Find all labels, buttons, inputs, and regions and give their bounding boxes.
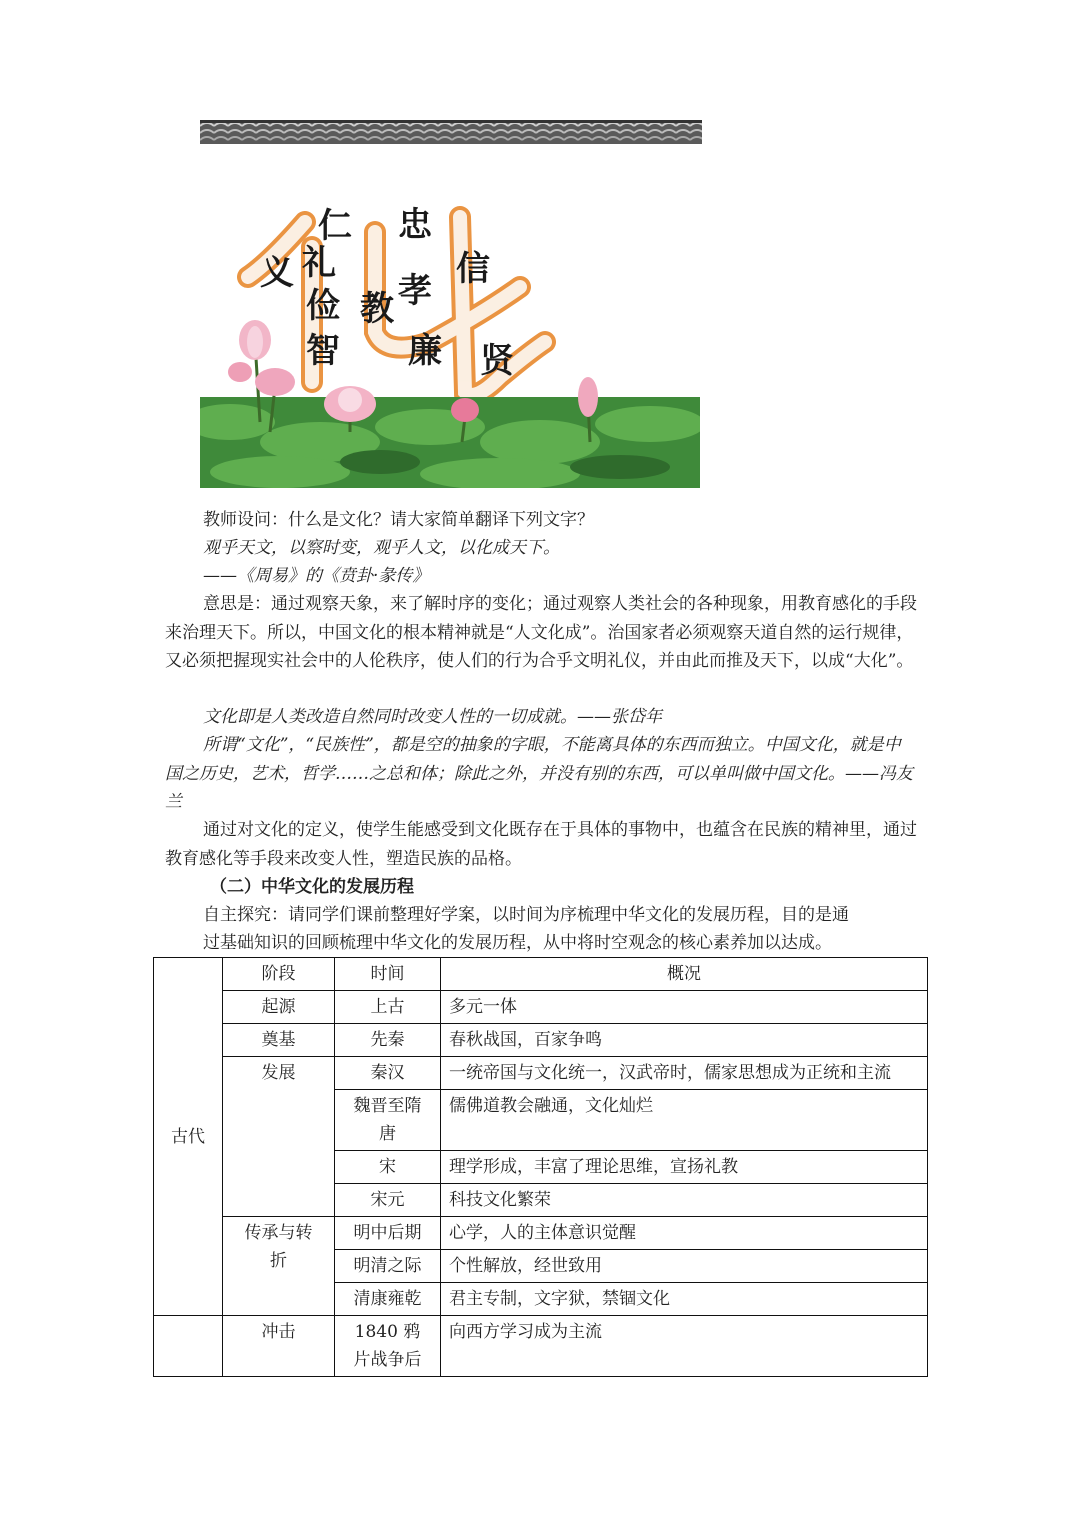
table-row	[154, 1316, 928, 1377]
stage-cell: 冲击	[223, 1316, 335, 1377]
feng-youlan-quote: 所谓“文化”，“民族性”，都是空的抽象的字眼，不能离具体的东西而独立。中国文化，就是中国之历史，艺术，哲学……之总和体；除此之外，并没有别的东西，可以单叫做中国文化。——冯友兰	[165, 735, 913, 812]
zhouyi-quote: 观乎天文，以察时变，观乎人文，以化成天下。	[203, 538, 560, 558]
header-stage: 阶段	[223, 958, 335, 991]
summary-paragraph: 通过对文化的定义，使学生能感受到文化既存在于具体的事物中，也蕴含在民族的精神里，通过教育感化等手段来改变人性，塑造民族的品格。	[165, 820, 917, 869]
time-cell: 先秦	[335, 1024, 441, 1057]
stage-cell: 起源	[223, 991, 335, 1024]
time-cell: 清康雍乾	[335, 1283, 441, 1316]
banner-char: 教	[360, 289, 394, 329]
time-cell: 魏晋至隋唐	[335, 1090, 441, 1151]
section-heading: （二）中华文化的发展历程	[210, 877, 414, 897]
roof-tile-decoration	[200, 120, 702, 144]
summary-cell: 个性解放，经世致用	[441, 1250, 928, 1283]
banner-char: 贤	[480, 341, 514, 381]
era-ancient-cell: 古代	[154, 958, 223, 1316]
summary-cell: 心学，人的主体意识觉醒	[441, 1217, 928, 1250]
time-cell: 明清之际	[335, 1250, 441, 1283]
time-cell: 1840 鸦片战争后	[335, 1316, 441, 1377]
banner-char: 信	[456, 249, 490, 289]
table-row	[154, 1024, 928, 1057]
stage-cell: 奠基	[223, 1024, 335, 1057]
table-header-row	[154, 958, 928, 991]
table-row	[154, 1217, 928, 1250]
banner-char: 智	[306, 331, 340, 371]
era-empty-cell	[154, 1316, 223, 1377]
banner-char: 廉	[408, 331, 442, 371]
summary-cell: 一统帝国与文化统一，汉武帝时，儒家思想成为正统和主流	[441, 1057, 928, 1090]
time-cell: 明中后期	[335, 1217, 441, 1250]
banner-char: 孝	[398, 271, 432, 311]
table-row	[154, 991, 928, 1024]
banner-char: 俭	[306, 286, 340, 326]
summary-cell: 春秋战国，百家争鸣	[441, 1024, 928, 1057]
summary-cell: 向西方学习成为主流	[441, 1316, 928, 1377]
banner-char: 义	[260, 253, 294, 293]
summary-cell: 科技文化繁荣	[441, 1184, 928, 1217]
time-cell: 宋元	[335, 1184, 441, 1217]
banner-char: 礼	[302, 243, 336, 283]
culture-history-table	[153, 957, 928, 1377]
inquiry-line-1: 自主探究：请同学们课前整理好学案，以时间为序梳理中华文化的发展历程，目的是通	[203, 905, 849, 925]
banner-char: 仁	[318, 206, 352, 246]
header-time: 时间	[335, 958, 441, 991]
time-cell: 宋	[335, 1151, 441, 1184]
teacher-question: 教师设问：什么是文化？请大家简单翻译下列文字？	[203, 510, 594, 530]
zhouyi-source: ——《周易》的《贲卦·彖传》	[203, 566, 430, 586]
summary-cell: 君主专制，文字狱，禁锢文化	[441, 1283, 928, 1316]
explanation-paragraph: 意思是：通过观察天象，来了解时序的变化；通过观察人类社会的各种现象，用教育感化的手段来治理天下。所以，中国文化的根本精神就是“人文化成”。治国家者必须观察天道自然的运行规律，又必须把握现实社会中的人伦秩序，使人们的行为合乎文明礼仪，并由此而推及天下，以成“大化”。	[165, 594, 917, 671]
culture-lotus-banner	[200, 192, 700, 488]
time-cell: 秦汉	[335, 1057, 441, 1090]
time-cell: 上古	[335, 991, 441, 1024]
table-row	[154, 1057, 928, 1090]
stage-cell: 传承与转折	[223, 1217, 335, 1316]
stage-cell: 发展	[223, 1057, 335, 1217]
summary-cell: 儒佛道教会融通，文化灿烂	[441, 1090, 928, 1151]
header-summary: 概况	[441, 958, 928, 991]
banner-char: 忠	[398, 205, 432, 245]
summary-cell: 理学形成，丰富了理论思维，宣扬礼教	[441, 1151, 928, 1184]
summary-cell: 多元一体	[441, 991, 928, 1024]
zhang-dainian-quote: 文化即是人类改造自然同时改变人性的一切成就。——张岱年	[203, 707, 662, 727]
inquiry-line-2: 过基础知识的回顾梳理中华文化的发展历程，从中将时空观念的核心素养加以达成。	[203, 933, 832, 953]
